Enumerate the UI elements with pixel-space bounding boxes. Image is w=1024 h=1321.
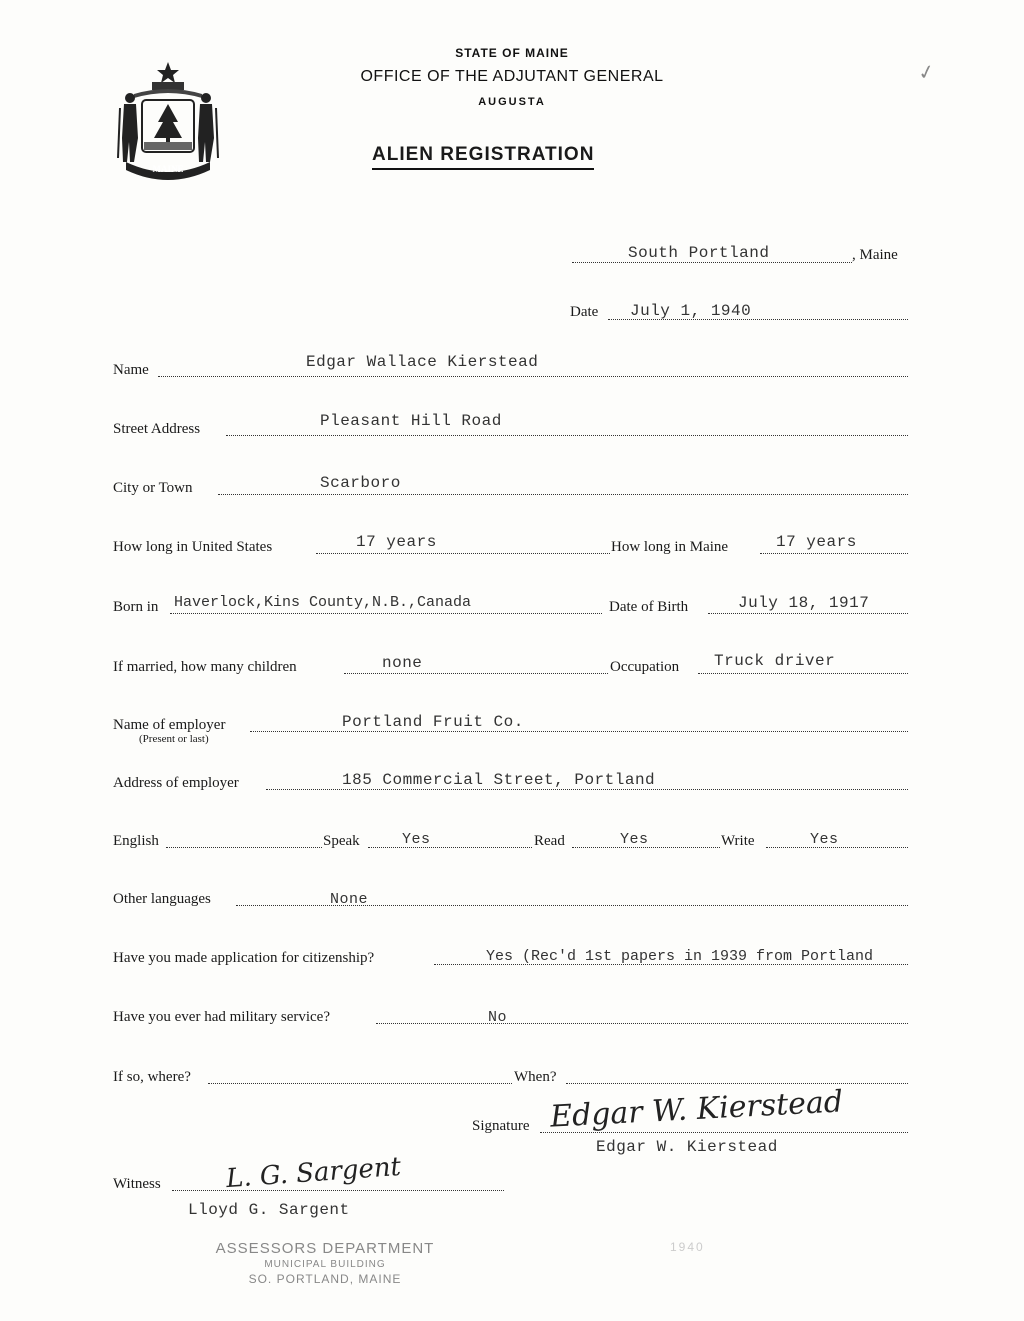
other-languages-value: None xyxy=(330,891,369,908)
signature-typed: Edgar W. Kierstead xyxy=(596,1138,778,1156)
witness-handwritten: L. G. Sargent xyxy=(225,1151,402,1195)
date-label: Date xyxy=(570,304,599,320)
name-line xyxy=(158,376,908,377)
place-suffix: , Maine xyxy=(852,247,898,263)
signature-label: Signature xyxy=(472,1118,530,1134)
header-state: STATE OF MAINE xyxy=(455,46,569,60)
street-address-label: Street Address xyxy=(113,421,201,437)
stamp-line-2: MUNICIPAL BUILDING xyxy=(264,1259,386,1270)
english-label: English xyxy=(113,833,159,849)
how-long-us-label: How long in United States xyxy=(113,539,273,555)
other-languages-label: Other languages xyxy=(113,891,211,907)
check-mark-icon: ✓ xyxy=(915,58,938,86)
dob-label: Date of Birth xyxy=(609,599,689,615)
witness-label: Witness xyxy=(113,1176,161,1192)
employer-name-line xyxy=(250,731,908,732)
city-label: City or Town xyxy=(113,480,193,496)
employer-name-sublabel: (Present or last) xyxy=(139,733,209,745)
occupation-line xyxy=(698,673,908,674)
faint-date-stamp: 1940 xyxy=(670,1240,705,1254)
when-line xyxy=(566,1083,908,1084)
occupation-label: Occupation xyxy=(610,659,680,675)
dob-value: July 18, 1917 xyxy=(738,594,870,612)
header-office: OFFICE OF THE ADJUTANT GENERAL xyxy=(360,68,664,85)
form-title: ALIEN REGISTRATION xyxy=(372,144,594,170)
signature-handwritten: Edgar W. Kierstead xyxy=(549,1084,844,1135)
how-long-us-line xyxy=(316,553,610,554)
employer-name-label: Name of employer xyxy=(113,717,226,733)
city-value: Scarboro xyxy=(320,474,401,492)
english-line xyxy=(166,847,322,848)
where-line xyxy=(208,1083,512,1084)
citizenship-value: Yes (Rec'd 1st papers in 1939 from Portland xyxy=(486,948,874,965)
header-city: AUGUSTA xyxy=(478,96,546,108)
dob-line xyxy=(708,613,908,614)
name-label: Name xyxy=(113,362,149,378)
write-value: Yes xyxy=(810,831,839,848)
speak-label: Speak xyxy=(323,833,360,849)
born-in-label: Born in xyxy=(113,599,159,615)
employer-address-line xyxy=(266,789,908,790)
write-label: Write xyxy=(721,833,755,849)
street-address-value: Pleasant Hill Road xyxy=(320,412,502,430)
place-value: South Portland xyxy=(628,244,770,262)
citizenship-label: Have you made application for citizenship? xyxy=(113,950,375,966)
where-label: If so, where? xyxy=(113,1069,191,1085)
witness-line xyxy=(172,1190,504,1191)
employer-address-label: Address of employer xyxy=(113,775,239,791)
how-long-maine-line xyxy=(760,553,908,554)
stamp-line-3: SO. PORTLAND, MAINE xyxy=(248,1272,402,1286)
name-value: Edgar Wallace Kierstead xyxy=(306,353,539,371)
occupation-value: Truck driver xyxy=(714,652,836,670)
employer-name-value: Portland Fruit Co. xyxy=(342,713,524,731)
place-line xyxy=(572,262,852,263)
assessors-stamp xyxy=(180,1240,470,1286)
military-label: Have you ever had military service? xyxy=(113,1009,330,1025)
when-label: When? xyxy=(514,1069,557,1085)
children-label: If married, how many children xyxy=(113,659,297,675)
born-in-line xyxy=(170,613,602,614)
date-value: July 1, 1940 xyxy=(630,302,752,320)
how-long-maine-value: 17 years xyxy=(776,533,857,551)
read-value: Yes xyxy=(620,831,649,848)
how-long-maine-label: How long in Maine xyxy=(611,539,729,555)
speak-value: Yes xyxy=(402,831,431,848)
read-label: Read xyxy=(534,833,565,849)
stamp-line-1: ASSESSORS DEPARTMENT xyxy=(215,1240,435,1257)
born-in-value: Haverlock,Kins County,N.B.,Canada xyxy=(174,594,472,611)
street-address-line xyxy=(226,435,908,436)
children-value: none xyxy=(382,654,423,672)
seal-banner-text: MAINE xyxy=(152,164,184,174)
witness-typed: Lloyd G. Sargent xyxy=(188,1201,350,1219)
children-line xyxy=(344,673,608,674)
how-long-us-value: 17 years xyxy=(356,533,437,551)
employer-address-value: 185 Commercial Street, Portland xyxy=(342,771,656,789)
city-line xyxy=(218,494,908,495)
military-value: No xyxy=(488,1009,508,1026)
military-line xyxy=(376,1023,908,1024)
speak-line xyxy=(368,847,532,848)
